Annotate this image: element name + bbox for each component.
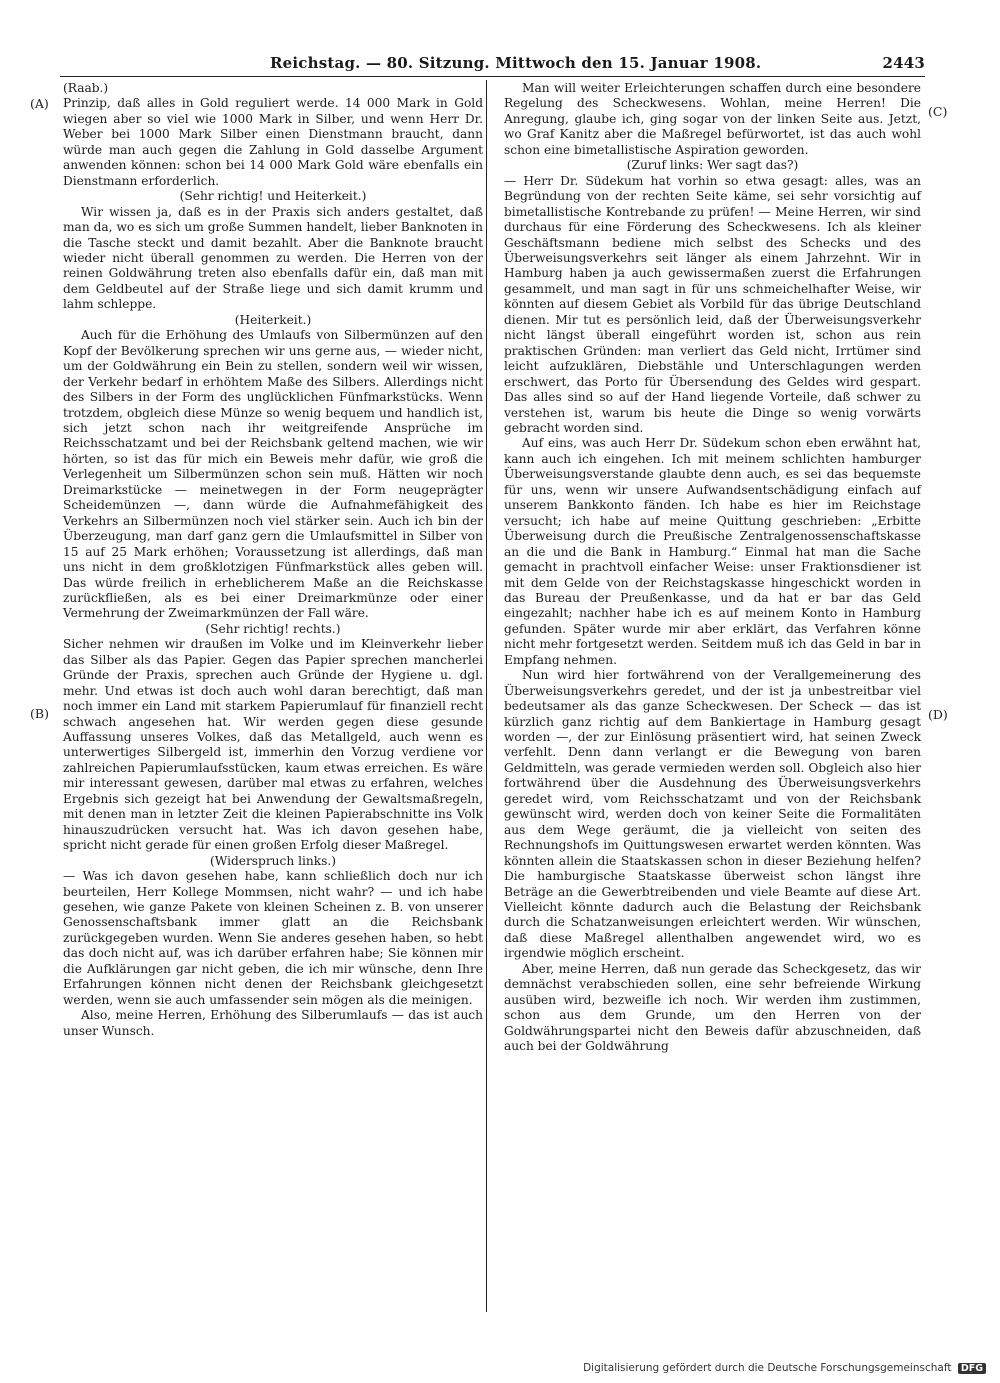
- interjection: (Sehr richtig! und Heiterkeit.): [179, 189, 367, 204]
- interjection: (Widerspruch links.): [210, 853, 336, 868]
- right-column: [504, 81, 921, 1055]
- paragraph: Auf eins, was auch Herr Dr. Südekum schon eben erwähnt hat, kann auch ich eingehen. Ich mit meinem schlichten hamburger Überweisungsverstande glaubte denn auch, es sei das bequemste für uns, wenn wir unsere Aufwandsentschädigung einfach auf unserem Bankkonto fänden. Ich habe es hier im Reichstage versucht; ich habe auf meine Quittung geschrieben: „Erbitte Überweisung durch die Preußische Zentralgenossenschaftskasse an die und die Bank in Hamburg.“ Einmal hat man die Sache gemacht in prachtvoll einfacher Weise: unser Fraktionsdiener ist mit dem Gelde von der Reichstagskasse hingeschickt worden in das Bureau der Preußenkasse, und da hat er bar das Geld eingezahlt; nachher habe ich es auf meinem Konto in Hamburg gefunden. Später wurde mir aber erklärt, das Verfahren könne nicht mehr fortgesetzt werden. Seitdem muß ich das Geld in bar in Empfang nehmen.: [504, 436, 921, 667]
- margin-marker-c: (C): [928, 104, 948, 119]
- paragraph: Also, meine Herren, Erhöhung des Silberumlaufs — das ist auch unser Wunsch.: [63, 1008, 483, 1038]
- paragraph: Sicher nehmen wir draußen im Volke und im Kleinverkehr lieber das Silber als das Papier. Gegen das Papier sprechen mancherlei Gründe der Praxis, sprechen auch Gründe der Hygiene u. dgl. mehr. Und etwas ist doch auch wohl daran berechtigt, daß man noch immer ein Land mit starkem Papierumlauf für finanziell recht schwach angesehen hat. Wir werden gegen diese gesunde Auffassung unseres Volkes, daß das Metallgeld, auch wenn es unterwertiges Silbergeld ist, immerhin den Vorzug verdiene vor zahlreichen Papierumlaufsstücken, kaum etwas erreichen. Es wäre mir interessant gewesen, darüber mal etwas zu erfahren, welches Ergebnis sich gezeigt hat bei Anwendung der Gewaltsmaßregeln, mit denen man in letzter Zeit die kleinen Papierabschnitte ins Volk hinauszudrücken versucht hat. Was ich davon gesehen habe, spricht nicht gerade für einen großen Erfolg dieser Maßregel.: [63, 637, 483, 853]
- interjection: (Sehr richtig! rechts.): [205, 621, 341, 636]
- margin-marker-a: (A): [30, 96, 49, 111]
- paragraph: Nun wird hier fortwährend von der Verallgemeinerung des Überweisungsverkehrs geredet, und der ist ja unbestreitbar viel bedeutsamer als das ganze Scheckwesen. Der Scheck — das ist kürzlich ganz richtig auf dem Bankiertage in Hamburg gesagt worden —, der zur Einlösung präsentiert wird, hat seinen Zweck verfehlt. Denn dann verlangt er die Bewegung von baren Geldmitteln, was gerade vermieden werden soll. Obgleich also hier fortwährend über die Ausdehnung des Überweisungsverkehrs geredet wird, vom Reichsschatzamt und von der Reichsbank gewünscht wird, werden doch von keiner Seite die Formalitäten aus dem Wege geräumt, die ja vielleicht von seiten des Rechnungshofs im Quittungswesen erwartet werden könnten. Was könnten allein die Staatskassen schon in dieser Beziehung helfen? Die hamburgische Staatskasse überweist schon längst ihre Beträge an die Gewerbtreibenden und viele Beamte auf diese Art. Vielleicht könnte dadurch auch die Belastung der Reichsbank durch die Schatzanweisungen erleichtert werden. Wir wünschen, daß diese Maßregel allenthalben angewendet wird, wo es irgendwie möglich erscheint.: [504, 668, 921, 961]
- paragraph: — Was ich davon gesehen habe, kann schließlich doch nur ich beurteilen, Herr Kollege Mommsen, nicht wahr? — und ich habe gesehen, wie ganze Pakete von kleinen Scheinen z. B. von unserer Genossenschaftsbank immer glatt an die Reichsbank zurückgegeben wurden. Wenn Sie anderes gesehen haben, so hebt das doch nicht auf, was ich darüber erfahren habe; Sie können mir die Aufklärungen gar nicht geben, die ich mir wünsche, denn Ihre Erfahrungen können nicht denen der Reichsbank gleichgesetzt werden, wenn sie auch umfassender sein mögen als die meinigen.: [63, 869, 483, 1007]
- interjection: (Heiterkeit.): [234, 312, 312, 327]
- page-footer: [583, 1362, 986, 1374]
- page-number: 2443: [882, 54, 925, 72]
- header-rule: [60, 76, 925, 77]
- interjection: (Zuruf links: Wer sagt das?): [626, 158, 799, 173]
- speaker-name: (Raab.): [63, 81, 109, 95]
- paragraph: — Herr Dr. Südekum hat vorhin so etwa gesagt: alles, was an Begründung von der rechten Seite käme, sei sehr vorsichtig auf bimetallistische Kontrebande zu prüfen! — Meine Herren, wir sind durchaus für eine Förderung des Scheckwesens. Ich als kleiner Geschäftsmann bediene mich selbst des Schecks und des Überweisungsverkehrs seit länger als einem Jahrzehnt. Wir in Hamburg haben ja auch gewissermaßen zuerst die Erfahrungen gesammelt, und man sagt in für uns schmeichelhafter Weise, wir könnten auf diesem Gebiet als Vorbild für das übrige Deutschland dienen. Mir tut es persönlich leid, daß der Überweisungsverkehr nicht längst überall eingeführt worden ist, schon aus rein praktischen Gründen: man verliert das Geld nicht, Irrtümer sind leicht aufzuklären, Diebstähle und Unterschlagungen werden erschwert, das Porto für Übersendung des Geldes wird gespart. Das alles sind so auf der Hand liegende Vorteile, daß schwer zu verstehen ist, warum bis heute die Dinge so wenig vorwärts gebracht worden sind.: [504, 173, 921, 435]
- paragraph: Wir wissen ja, daß es in der Praxis sich anders gestaltet, daß man da, wo es sich um große Summen handelt, lieber Banknoten in die Tasche steckt und damit bezahlt. Aber die Banknote braucht wieder nicht überall genommen zu werden. Die Herren von der reinen Goldwährung treten also ebenfalls dafür ein, daß man mit dem Geldbeutel auf der Straße liege und sich damit krumm und lahm schleppe.: [63, 204, 483, 312]
- footer-credit: Digitalisierung gefördert durch die Deutsche Forschungsgemeinschaft: [583, 1362, 952, 1374]
- left-column: [63, 81, 483, 1039]
- margin-marker-d: (D): [928, 707, 948, 722]
- paragraph: Prinzip, daß alles in Gold reguliert werde. 14 000 Mark in Gold wiegen aber so viel wie 1000 Mark in Silber, und wenn Herr Dr. Weber bei 1000 Mark Silber einen Dienstmann braucht, dann würde man auch gegen die Zahlung in Gold dasselbe Argument anwenden können: schon bei 14 000 Mark Gold wäre ebenfalls ein Dienstmann erforderlich.: [63, 96, 483, 188]
- paragraph: Aber, meine Herren, daß nun gerade das Scheckgesetz, das wir demnächst verabschieden sollen, eine sehr befreiende Wirkung ausüben wird, bezweifle ich noch. Wir werden ihm zustimmen, schon aus dem Grunde, um den Herren von der Goldwährungspartei nicht den Beweis dafür abzuschneiden, daß auch bei der Goldwährung: [504, 961, 921, 1054]
- header-title: Reichstag. — 80. Sitzung. Mittwoch den 15. Januar 1908.: [270, 54, 762, 72]
- margin-marker-b: (B): [30, 706, 49, 721]
- page-header: [60, 54, 925, 76]
- paragraph: Auch für die Erhöhung des Umlaufs von Silbermünzen auf den Kopf der Bevölkerung sprechen wir uns gerne aus, — wieder nicht, um der Goldwährung ein Bein zu stellen, sondern weil wir wissen, der Verkehr bedarf in erhöhtem Maße des Silbers. Allerdings nicht des Silbers in der Form des unglücklichen Fünfmarkstücks. Wenn trotzdem, obgleich diese Münze so wenig bequem und handlich ist, sich jetzt schon nach ihr weitgreifende Ansprüche im Reichsschatzamt und bei der Reichsbank geltend machen, wie wir hörten, so ist das für mich ein Beweis mehr dafür, wie groß die Verlegenheit um Silbermünzen schon sein muß. Hätten wir noch Dreimarkstücke — meinetwegen in der Form neugeprägter Scheidemünzen —, dann würde die Aufnahmefähigkeit des Verkehrs an Silbermünzen noch viel stärker sein. Auch ich bin der Überzeugung, man darf ganz gern die Umlaufsmittel in Silber von 15 auf 25 Mark erhöhen; Voraussetzung ist allerdings, daß man uns nicht in dem großklotzigen Fünfmarkstück alles geben will. Das würde freilich in erheblicherem Maße an die Reichskasse zurückfließen, als es bei einer Dreimarkmünze oder einer Vermehrung der Zweimarkmünzen der Fall wäre.: [63, 328, 483, 621]
- dfg-logo: DFG: [958, 1363, 986, 1374]
- paragraph: Man will weiter Erleichterungen schaffen durch eine besondere Regelung des Scheckwesens. Wohlan, meine Herren! Die Anregung, glaube ich, ging sogar von der linken Seite aus. Jetzt, wo Graf Kanitz aber die Maßregel befürwortet, ist das auch wohl schon eine bimetallistische Aspiration geworden.: [504, 81, 921, 157]
- column-divider: [486, 80, 487, 1312]
